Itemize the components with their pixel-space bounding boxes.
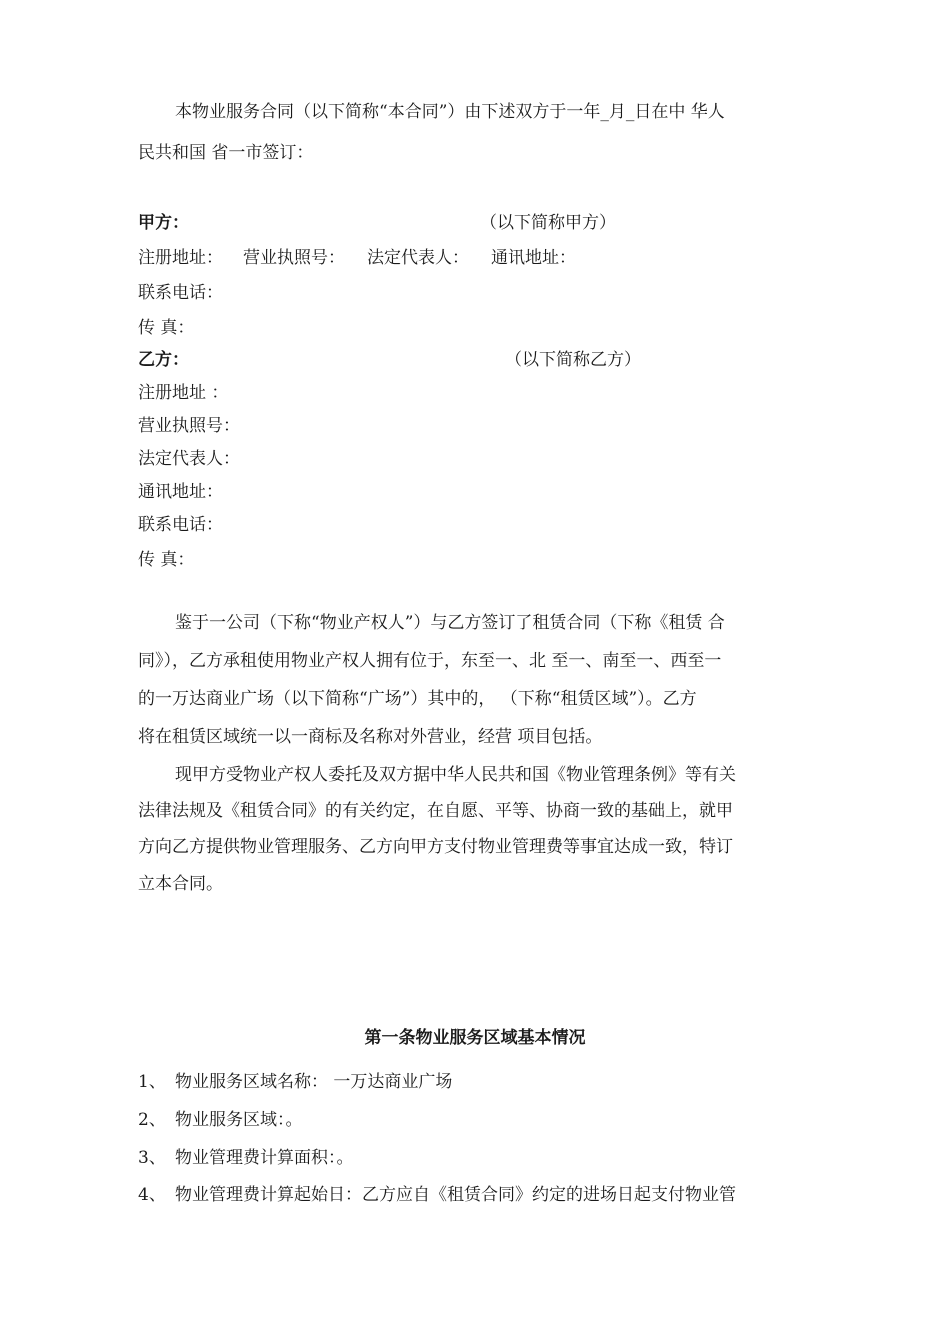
party-b-alias: （以下简称乙方） [505,350,641,370]
party-b-rep: 法定代表人： [138,449,240,469]
party-b-address: 注册地址 ： [138,383,229,403]
recital-p1-line-4: 将在租赁区域统一以一商标及名称对外营业，经营 项目包括。 [138,727,603,747]
party-a-fax: 传 真： [138,318,195,338]
party-a-field-license: 营业执照号： [243,248,345,268]
party-b-phone: 联系电话： [138,515,223,535]
article-1-item-1-num: 1、 [138,1072,166,1092]
article-1-title: 第一条物业服务区域基本情况 [364,1028,586,1048]
party-a-field-mail: 通讯地址： [491,248,576,268]
article-1-item-3-text: 物业管理费计算面积：。 [175,1148,354,1168]
article-1-item-1-text: 物业服务区域名称： 一万达商业广场 [175,1072,453,1092]
article-1-item-2-num: 2、 [138,1110,166,1130]
article-1-item-4-num: 4、 [138,1185,166,1205]
recital-p1-line-2: 同》），乙方承租使用物业产权人拥有位于，东至一、北 至一、南至一、西至一 [138,651,722,671]
recital-p2-line-2: 法律法规及《租赁合同》的有关约定，在自愿、平等、协商一致的基础上，就甲 [138,801,733,821]
party-a-alias: （以下简称甲方） [480,213,616,233]
recital-p2-line-3: 方向乙方提供物业管理服务、乙方向甲方支付物业管理费等事宜达成一致，特订 [138,837,733,857]
recital-p2-line-4: 立本合同。 [138,874,223,894]
article-1-item-3-num: 3、 [138,1148,166,1168]
recital-p1-line-3: 的一万达商业广场（以下简称“广场”）其中的， （下称“租赁区域”）。乙方 [138,689,697,709]
party-b-mail: 通讯地址： [138,482,223,502]
party-a-field-address: 注册地址： [138,248,223,268]
party-a-label: 甲方： [138,213,189,233]
party-b-fax: 传 真： [138,550,195,570]
recital-p1-line-1: 鉴于一公司（下称“物业产权人”）与乙方签订了租赁合同（下称《租赁 合 [175,613,725,633]
party-a-phone: 联系电话： [138,283,223,303]
party-b-license: 营业执照号： [138,416,240,436]
intro-line-1: 本物业服务合同（以下简称“本合同”）由下述双方于一年_月_日在中 华人 [175,102,725,122]
article-1-item-2-text: 物业服务区域：。 [175,1110,303,1130]
party-b-label: 乙方： [138,350,189,370]
intro-line-2: 民共和国 省一市签订： [138,143,314,163]
article-1-item-4-text: 物业管理费计算起始日：乙方应自《租赁合同》约定的进场日起支付物业管 [175,1185,736,1205]
recital-p2-line-1: 现甲方受物业产权人委托及双方据中华人民共和国《物业管理条例》等有关 [175,765,736,785]
party-a-field-rep: 法定代表人： [367,248,469,268]
